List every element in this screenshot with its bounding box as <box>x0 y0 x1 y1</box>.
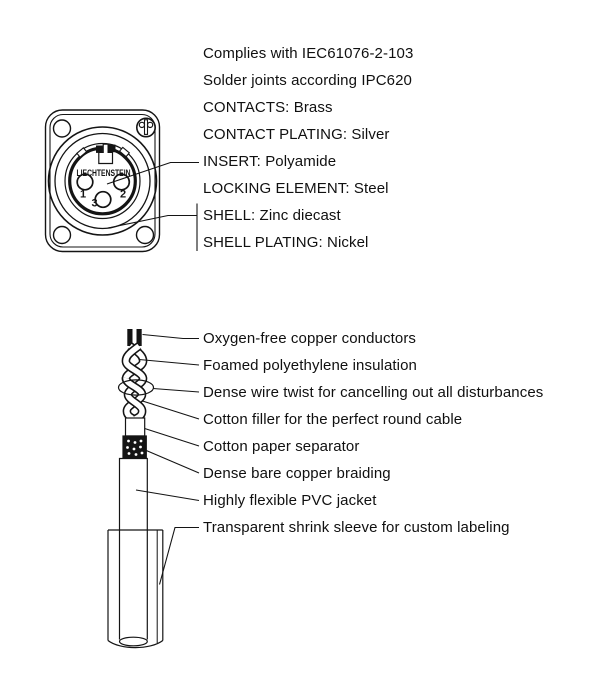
spec-locking-element: LOCKING ELEMENT: Steel <box>203 179 389 197</box>
shrink-sleeve-callout-line <box>160 528 200 585</box>
spec-contacts: CONTACTS: Brass <box>203 98 333 116</box>
screw-hole-bottom-left <box>54 227 71 244</box>
label-cotton-filler: Cotton filler for the perfect round cable <box>203 410 463 428</box>
label-shrink-sleeve: Transparent shrink sleeve for custom labeling <box>203 518 510 536</box>
insulation-callout-line <box>139 360 199 366</box>
twisted-pair <box>126 346 143 419</box>
cable-drawing <box>108 329 163 648</box>
spec-compliance: Complies with IEC61076-2-103 <box>203 44 414 62</box>
insert-bump-left <box>96 146 103 153</box>
wire-twist-callout-line <box>153 389 199 393</box>
copper-conductor-right <box>137 329 142 346</box>
label-pe-insulation: Foamed polyethylene insulation <box>203 356 417 374</box>
screw-hole-top-left <box>54 120 71 137</box>
pin-1-label: 1 <box>79 188 87 201</box>
spec-solder-joints: Solder joints according IPC620 <box>203 71 412 89</box>
braiding-callout-line <box>146 451 199 474</box>
label-copper-braiding: Dense bare copper braiding <box>203 464 391 482</box>
conductors-callout-line <box>143 335 200 339</box>
label-copper-conductors: Oxygen-free copper conductors <box>203 329 417 347</box>
label-paper-separator: Cotton paper separator <box>203 437 360 455</box>
spec-insert: INSERT: Polyamide <box>203 152 337 170</box>
screw-hole-bottom-right <box>137 227 154 244</box>
pin-2-label: 2 <box>119 188 127 201</box>
label-pvc-jacket: Highly flexible PVC jacket <box>203 491 377 509</box>
shell-callout-line <box>108 216 197 229</box>
copper-braiding <box>123 436 146 459</box>
paper-separator-callout-line <box>145 429 199 447</box>
pin-3-label: 3 <box>91 197 98 210</box>
paper-separator <box>126 418 145 436</box>
label-wire-twist: Dense wire twist for cancelling out all disturbances <box>203 383 544 401</box>
manufacturer-logo-icon <box>137 118 155 136</box>
spec-shell: SHELL: Zinc diecast <box>203 206 341 224</box>
xlr-connector-drawing <box>46 110 160 252</box>
insert-bump-right <box>108 145 115 153</box>
spec-contact-plating: CONTACT PLATING: Silver <box>203 125 390 143</box>
spec-shell-plating: SHELL PLATING: Nickel <box>203 233 369 251</box>
copper-conductor-left <box>127 329 132 346</box>
pvc-jacket <box>120 459 148 640</box>
cotton-filler-callout-line <box>143 401 200 419</box>
insert-brand-text: LIECHTENSTEIN <box>76 168 131 179</box>
cable-end-face <box>119 637 147 646</box>
